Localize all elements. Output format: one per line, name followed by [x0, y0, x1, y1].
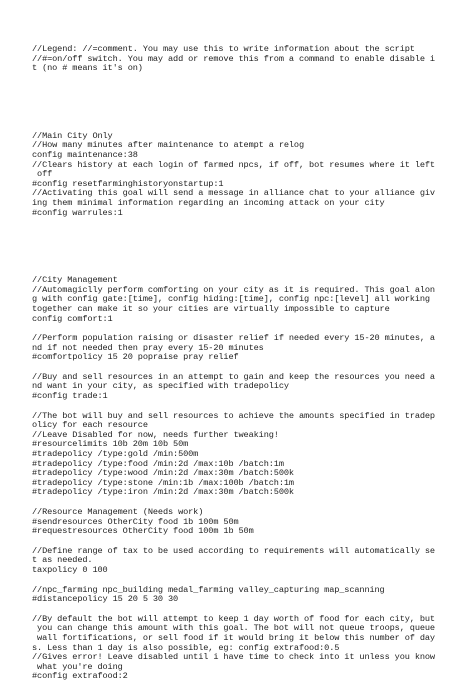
text-line: //Define range of tax to be used according to requirements will automatically se	[32, 545, 435, 556]
text-line: //Activating this goal will send a message in alliance chat to your alliance giv	[32, 188, 435, 199]
text-line: t (no # means it's on)	[32, 63, 143, 74]
text-line: #tradepolicy /type:food /min:2d /max:10b /batch:1m	[32, 458, 284, 469]
text-line: #resourcelimits 10b 20m 10b 50m	[32, 439, 189, 450]
text-line: #config warrules:1	[32, 207, 123, 218]
text-line: olicy for each resource	[32, 420, 148, 431]
text-line: //Perform population raising or disaster relief if needed every 15-20 minutes, a	[32, 333, 435, 344]
text-line: #tradepolicy /type:wood /min:2d /max:30m /batch:500k	[32, 468, 294, 479]
text-line: //Automagiclly perform comforting on your city as it is required. This goal alon	[32, 284, 435, 295]
text-line: //City Management	[32, 275, 118, 286]
text-line: //How many minutes after maintenance to atempt a relog	[32, 140, 305, 151]
text-line: //Main City Only	[32, 130, 113, 141]
text-line: you can change this amount with this goal. The bot will not queue troops, queue	[32, 623, 435, 634]
text-line: #config extrafood:2	[32, 671, 128, 682]
text-line: g with config gate:[time], config hiding:[time], config npc:[level] all working	[32, 294, 430, 305]
text-line: taxpolicy 0 100	[32, 564, 108, 575]
text-line: //Leave Disabled for now, needs further tweaking!	[32, 429, 279, 440]
text-line: #comfortpolicy 15 20 popraise pray relief	[32, 352, 239, 363]
script-text	[32, 45, 462, 682]
text-line: //Legend: //=comment. You may use this to write information about the script	[32, 44, 415, 54]
text-line: #requestresources OtherCity food 100m 1b 50m	[32, 526, 254, 537]
text-line: #tradepolicy /type:stone /min:1b /max:100b /batch:1m	[32, 477, 294, 488]
blank-space	[32, 218, 462, 276]
text-line: //Buy and sell resources in an attempt to gain and keep the resources you need a	[32, 371, 435, 382]
text-line: //The bot will buy and sell resources to achieve the amounts specified in tradep	[32, 410, 435, 421]
text-line: //#=on/off switch. You may add or remove this from a command to enable disable i	[32, 53, 435, 64]
text-line: wall fortifications, or sell food if it would bring it below this number of day	[32, 632, 435, 643]
text-line: ing them minimal information regarding an incoming attack on your city	[32, 197, 385, 208]
text-line: together can make it so your cities are virtually impossible to capture	[32, 303, 390, 314]
text-line: config maintenance:38	[32, 149, 138, 160]
blank-space	[32, 74, 462, 132]
text-line: #config resetfarminghistoryonstartup:1	[32, 178, 224, 189]
text-line: //Resource Management (Needs work)	[32, 507, 204, 517]
text-line: s. Less than 1 day is also possible, eg: config extrafood:0.5	[32, 642, 340, 653]
text-line: //By default the bot will attempt to keep 1 day worth of food for each city, but	[32, 613, 435, 624]
text-line: nd if not needed then pray every 15-20 minutes	[32, 342, 264, 353]
text-line: nd want in your city, as specified with tradepolicy	[32, 381, 289, 392]
text-line: off	[32, 169, 53, 180]
text-line: #distancepolicy 15 20 5 30 30	[32, 594, 179, 605]
text-line: what you're doing	[32, 661, 123, 672]
text-line: t as needed.	[32, 555, 93, 566]
text-line: #config trade:1	[32, 391, 108, 402]
text-line: config comfort:1	[32, 313, 113, 324]
text-line: #tradepolicy /type:gold /min:500m	[32, 449, 199, 460]
text-line: //Clears history at each login of farmed npcs, if off, bot resumes where it left	[32, 159, 435, 170]
text-line: #sendresources OtherCity food 1b 100m 50m	[32, 516, 239, 527]
text-line: //npc_farming npc_building medal_farming valley_capturing map_scanning	[32, 584, 385, 595]
text-line: #tradepolicy /type:iron /min:2d /max:30m /batch:500k	[32, 487, 294, 498]
text-line: //Gives error! Leave disabled until i have time to check into it unless you know	[32, 652, 435, 663]
